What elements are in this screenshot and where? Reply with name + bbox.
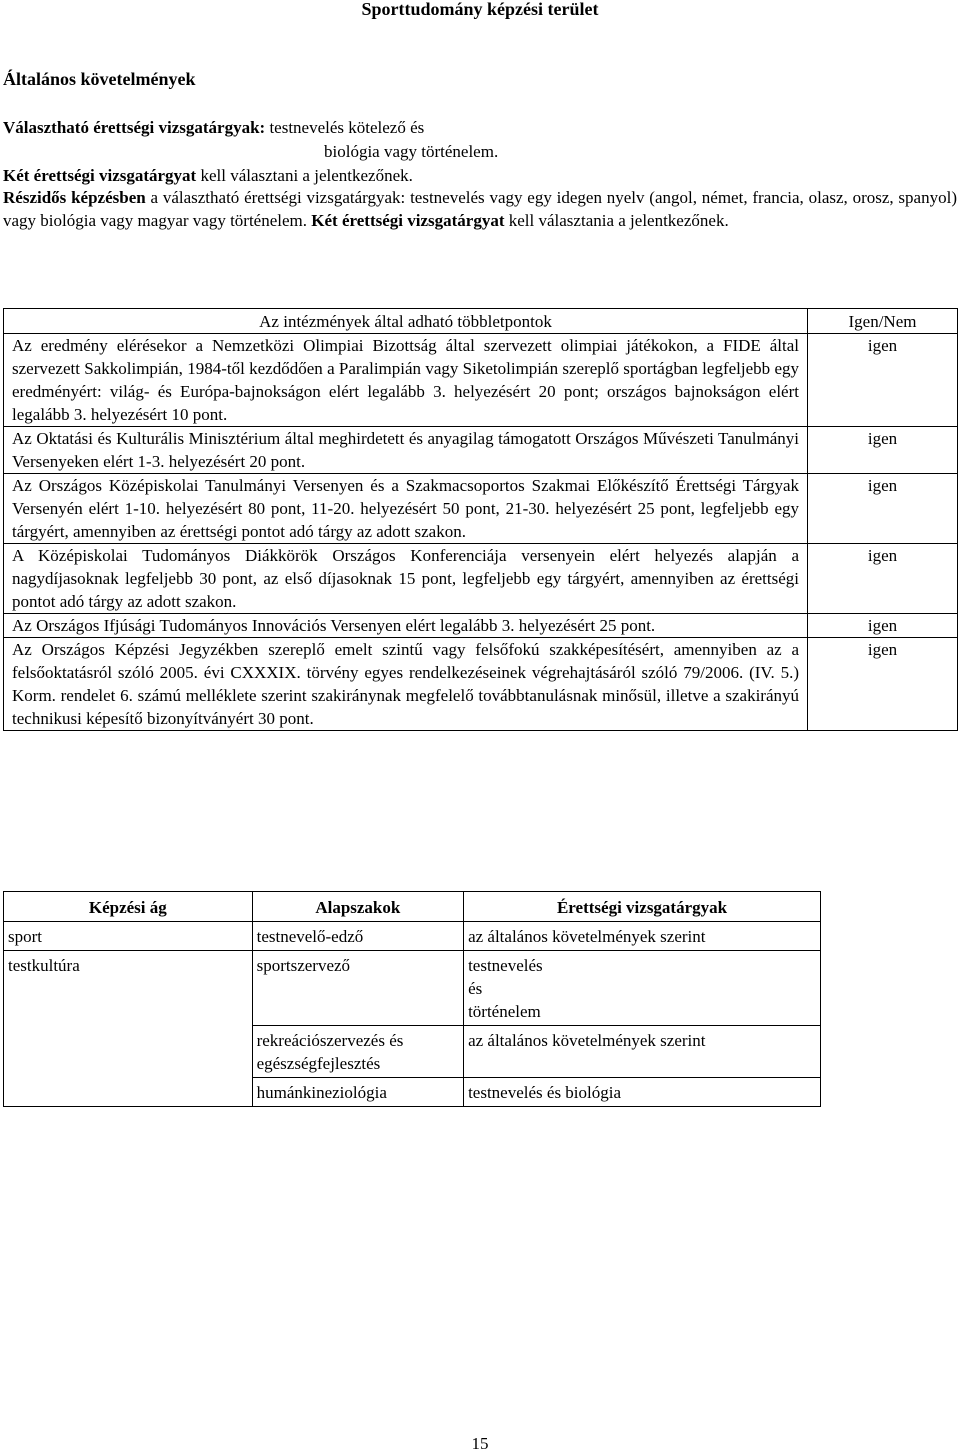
bonus-header-answer: Igen/Nem xyxy=(808,309,958,334)
fields-header-program: Alapszakok xyxy=(252,892,463,922)
table-row xyxy=(4,951,821,1026)
fields-program-line: egészségfejlesztés xyxy=(256,1054,381,1073)
page-title: Sporttudomány képzési terület xyxy=(361,0,599,19)
fields-table-header xyxy=(4,892,821,922)
parttime-label: Részidős képzésben xyxy=(3,188,146,207)
elective-subjects-label: Választható érettségi vizsgatárgyak: xyxy=(3,118,266,137)
fields-program: humánkineziológia xyxy=(252,1078,463,1107)
fields-header-branch: Képzési ág xyxy=(4,892,253,922)
bonus-row-text: Az Országos Ifjúsági Tudományos Innovációs Versenyen elért legalább 3. helyezésért 25 pont. xyxy=(4,614,808,638)
fields-subjects: az általános követelmények szerint xyxy=(464,1026,821,1078)
fields-program-line: rekreációszervezés és xyxy=(256,1031,404,1050)
bonus-row-answer: igen xyxy=(808,334,958,427)
fields-subjects-line: testnevelés xyxy=(468,956,543,975)
bonus-points-table xyxy=(3,308,958,731)
fields-subjects-line: történelem xyxy=(468,1002,541,1021)
page-number: 15 xyxy=(471,1434,489,1453)
elective-subjects-continuation: biológia vagy történelem. xyxy=(324,142,499,161)
parttime-count-label: Két érettségi vizsgatárgyat xyxy=(311,211,505,230)
bonus-row-text: Az Országos Képzési Jegyzékben szereplő emelt szintű vagy felsőfokú szakképesítésért, amennyiben az a felsőoktatásról szóló 2005. évi CXXXIX. törvény egyes rendelkezéseinek végrehajtásáról szóló 79/2006. (IV. 5.) Korm. rendelet 6. számú melléklete szerint szakiránynak megfelelő továbbtanulásnak minősül, illetve a szakirányú technikusi képesítő bizonyítványért 30 pont. xyxy=(4,638,808,731)
bonus-row-text: Az Oktatási és Kulturális Minisztérium által meghirdetett és anyagilag támogatott Országos Művészeti Tanulmányi Versenyeken elért 1-3. helyezésért 20 pont. xyxy=(4,427,808,474)
required-subject-count-label: Két érettségi vizsgatárgyat xyxy=(3,166,197,185)
fields-subjects: az általános követelmények szerint xyxy=(464,922,821,951)
table-row xyxy=(4,427,958,474)
table-row xyxy=(4,922,821,951)
elective-subjects-text: testnevelés kötelező és xyxy=(269,118,425,137)
required-subject-count-text: kell választani a jelentkezőnek. xyxy=(200,166,413,185)
bonus-row-text: Az eredmény elérésekor a Nemzetközi Olimpiai Bizottság által szervezett olimpiai játékokon, a FIDE által szervezett Sakkolimpián, 1984-től kezdődően a Paralimpián vagy Siketolimpián szereplő sportágban legfeljebb egy eredményért: világ- és Európa-bajnokságon elért legalább 3. helyezésért 20 pont; országos bajnokságon elért legalább 3. helyezésért 10 pont. xyxy=(4,334,808,427)
fields-table xyxy=(3,891,821,1107)
parttime-count-text: kell választania a jelentkezőnek. xyxy=(508,211,729,230)
fields-header-subjects: Érettségi vizsgatárgyak xyxy=(464,892,821,922)
bonus-row-answer: igen xyxy=(808,638,958,731)
table-row xyxy=(4,474,958,544)
parttime-paragraph xyxy=(3,186,957,232)
table-row xyxy=(4,334,958,427)
table-row xyxy=(4,614,958,638)
bonus-row-answer: igen xyxy=(808,544,958,614)
bonus-row-text: A Középiskolai Tudományos Diákkörök Országos Konferenciája versenyein elért helyezés alapján a nagydíjasoknak legfeljebb 30 pont, az első díjasoknak 15 pont, legfeljebb egy tárgyért, amennyiben az érettségi pontot adó tárgy az adott szakon. xyxy=(4,544,808,614)
fields-program: testnevelő-edző xyxy=(252,922,463,951)
fields-subjects-line: és xyxy=(468,979,483,998)
fields-subjects: testnevelés és biológia xyxy=(464,1078,821,1107)
bonus-table-header xyxy=(4,309,958,334)
fields-branch: sport xyxy=(4,922,253,951)
fields-branch: testkultúra xyxy=(4,951,253,1107)
required-subject-count xyxy=(3,164,413,187)
bonus-row-answer: igen xyxy=(808,474,958,544)
fields-program xyxy=(252,1026,463,1078)
bonus-row-text: Az Országos Középiskolai Tanulmányi Versenyen és a Szakmacsoportos Szakmai Előkészítő Érettségi Tárgyak Versenyén elért 1-10. helyezésért 80 pont, 11-20. helyezésért 50 pont, 21-30. helyezésért 25 pont, legfeljebb egy tárgyért, amennyiben az érettségi pontot adó tárgy az adott szakon. xyxy=(4,474,808,544)
elective-subjects-line xyxy=(3,116,424,139)
parttime-text: a választható érettségi vizsgatárgyak: testnevelés vagy egy idegen nyelv (angol, német, francia, olasz, orosz, spanyol) vagy biológia vagy magyar vagy történelem. xyxy=(3,188,957,230)
table-row xyxy=(4,638,958,731)
bonus-header-points: Az intézmények által adható többletpontok xyxy=(4,309,808,334)
fields-subjects xyxy=(464,951,821,1026)
fields-program: sportszervező xyxy=(252,951,463,1026)
section-title: Általános követelmények xyxy=(3,69,196,89)
bonus-row-answer: igen xyxy=(808,614,958,638)
bonus-row-answer: igen xyxy=(808,427,958,474)
table-row xyxy=(4,544,958,614)
